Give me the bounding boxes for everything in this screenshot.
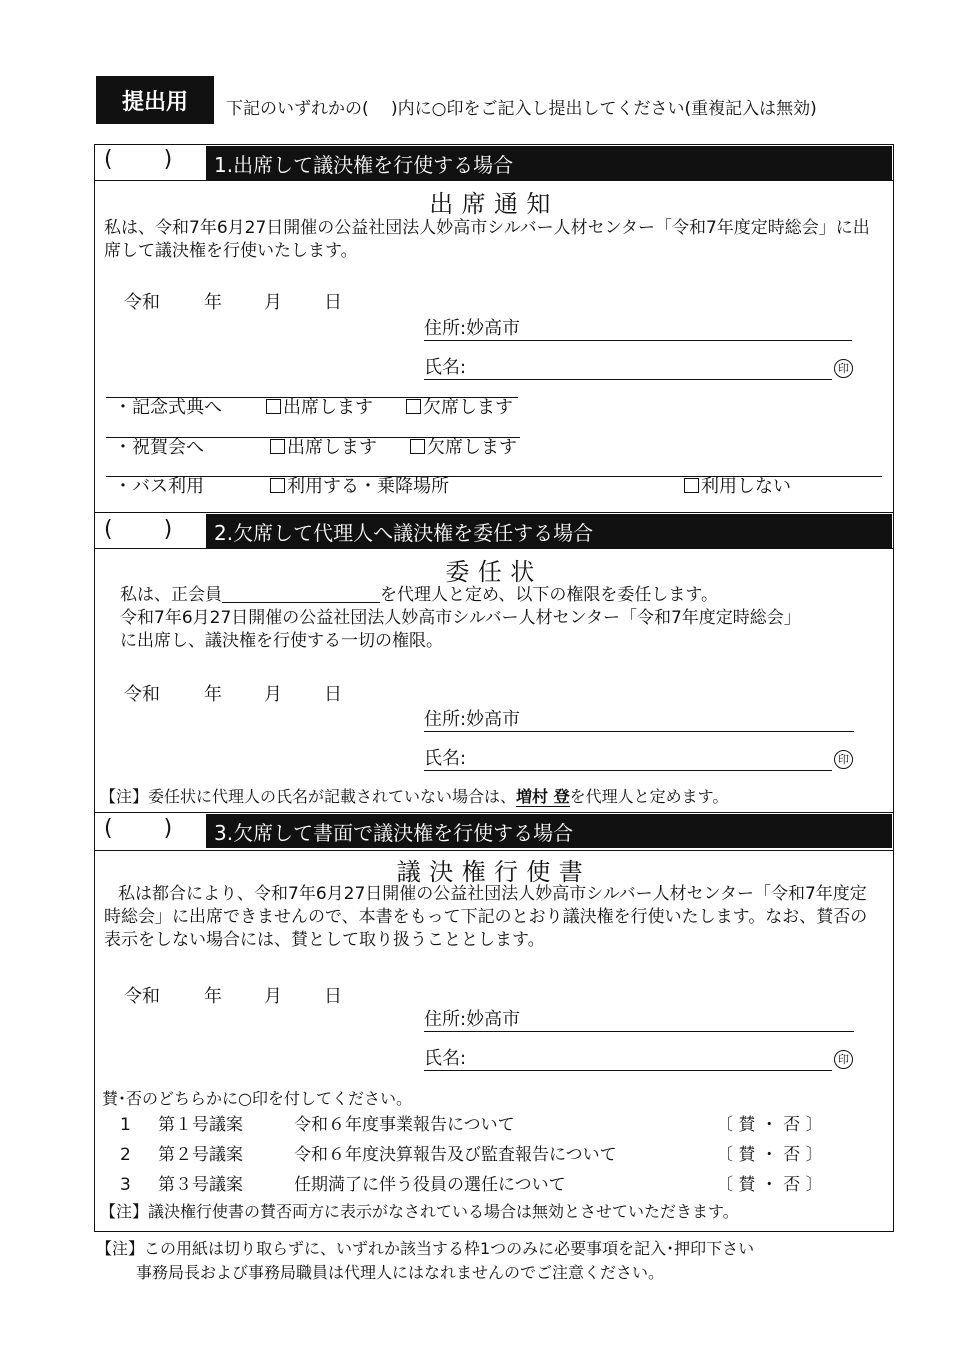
s3-heading: 3.欠席して書面で議決権を行使する場合 — [206, 814, 892, 848]
s1-bus-label: ・バス利用 — [114, 476, 204, 497]
divider — [94, 850, 894, 851]
s1-party-label: ・祝賀会へ — [114, 437, 204, 458]
checkbox-icon[interactable] — [266, 399, 281, 414]
s2-name-field[interactable]: 氏名: — [424, 748, 832, 771]
s2-title: 委任状 — [445, 558, 543, 586]
s2-body-line2: 令和7年6月27日開催の公益社団法人妙高市シルバー人材センター「令和7年度定時総会」に出席し、議決権を行使する一切の権限。 — [120, 608, 793, 651]
s1-name-field[interactable]: 氏名: — [424, 357, 832, 380]
footer-note-1: 【注】この用紙は切り取らずに、いずれか該当する枠1つのみに必要事項を記入･押印下さい — [96, 1239, 755, 1258]
agenda-row: 1 第１号議案 令和６年度事業報告について — [120, 1115, 515, 1135]
s1-body: 私は、令和7年6月27日開催の公益社団法人妙高市シルバー人材センター「令和7年度定時総会」に出席して議決権を行使いたします。 — [104, 218, 870, 261]
s1-choice-paren[interactable]: ( ) — [104, 147, 173, 172]
submission-tag: 提出用 — [96, 76, 214, 124]
s2-body-line1: 私は、正会員 を代理人と定め、以下の権限を委任します。 — [120, 585, 718, 605]
s3-note: 【注】議決権行使書の賛否両方に表示がなされている場合は無効とさせていただきます。 — [100, 1202, 739, 1221]
s2-note: 【注】委任状に代理人の氏名が記載されていない場合は、増村 登を代理人と定めます。 — [100, 787, 729, 806]
agenda-vote-1[interactable]: 〔 賛 ・ 否 〕 — [716, 1115, 823, 1135]
checkbox-icon[interactable] — [270, 478, 285, 493]
s3-body: 私は都合により、令和7年6月27日開催の公益社団法人妙高市シルバー人材センター「令和7年度定時総会」に出席できませんので、本書をもって下記のとおり議決権を行使いたします。なお、賛否の表示をしない場合には、賛として取り扱うこととします。 — [104, 884, 868, 950]
s3-title: 議決権行使書 — [396, 858, 592, 886]
s2-date-month: 月 — [264, 684, 282, 705]
s1-ceremony-label: ・記念式典へ — [114, 397, 222, 418]
checkbox-icon[interactable] — [406, 399, 421, 414]
s1-heading: 1.出席して議決権を行使する場合 — [206, 146, 892, 180]
s2-choice-paren[interactable]: ( ) — [104, 517, 173, 542]
divider — [94, 512, 894, 513]
s2-date-year: 年 — [204, 684, 222, 705]
s2-address-field[interactable]: 住所:妙高市 — [424, 709, 854, 732]
divider — [94, 180, 894, 181]
s2-date-era: 令和 — [124, 684, 160, 705]
s1-seal-mark: 印 — [834, 359, 853, 378]
checkbox-icon[interactable] — [270, 439, 285, 454]
checkbox-icon[interactable] — [684, 478, 699, 493]
checkbox-icon[interactable] — [410, 439, 425, 454]
s1-ceremony-attend[interactable]: 出席します — [266, 397, 373, 419]
s2-heading: 2.欠席して代理人へ議決権を委任する場合 — [206, 514, 892, 548]
s3-date-month: 月 — [264, 986, 282, 1007]
agenda-vote-3[interactable]: 〔 賛 ・ 否 〕 — [716, 1175, 823, 1195]
s1-ceremony-absent[interactable]: 欠席します — [406, 397, 513, 419]
s3-vote-prompt: 賛･否のどちらかに○印を付してください。 — [102, 1089, 412, 1108]
s3-choice-paren[interactable]: ( ) — [104, 816, 173, 841]
divider — [94, 812, 894, 813]
s1-title: 出席通知 — [429, 190, 559, 218]
divider — [94, 548, 894, 549]
s1-party-absent[interactable]: 欠席します — [410, 437, 517, 459]
s3-date-day: 日 — [324, 986, 342, 1007]
agenda-vote-2[interactable]: 〔 賛 ・ 否 〕 — [716, 1145, 823, 1165]
proxy-name-field[interactable] — [222, 584, 380, 603]
s3-name-field[interactable]: 氏名: — [424, 1048, 832, 1071]
agenda-row: 2 第２号議案 令和６年度決算報告及び監査報告について — [120, 1145, 617, 1165]
s2-seal-mark: 印 — [834, 750, 853, 769]
s1-date-month: 月 — [264, 292, 282, 313]
s3-date-year: 年 — [204, 986, 222, 1007]
s1-date-era: 令和 — [124, 292, 160, 313]
s3-seal-mark: 印 — [834, 1050, 853, 1069]
s3-address-field[interactable]: 住所:妙高市 — [424, 1009, 854, 1032]
s1-bus-nouse[interactable]: 利用しない — [684, 476, 791, 498]
s1-bus-use[interactable]: 利用する・乗降場所 — [270, 476, 449, 498]
instruction-text: 下記のいずれかの( )内に○印をご記入し提出してください(重複記入は無効) — [226, 99, 817, 119]
footer-note-2: 事務局長および事務局職員は代理人にはなれませんのでご注意ください。 — [136, 1263, 665, 1282]
s1-date-year: 年 — [204, 292, 222, 313]
s1-address-field[interactable]: 住所:妙高市 — [424, 318, 852, 341]
s2-date-day: 日 — [324, 684, 342, 705]
s1-party-attend[interactable]: 出席します — [270, 437, 377, 459]
s1-date-day: 日 — [324, 292, 342, 313]
agenda-row: 3 第３号議案 任期満了に伴う役員の選任について — [120, 1175, 566, 1195]
s3-date-era: 令和 — [124, 986, 160, 1007]
